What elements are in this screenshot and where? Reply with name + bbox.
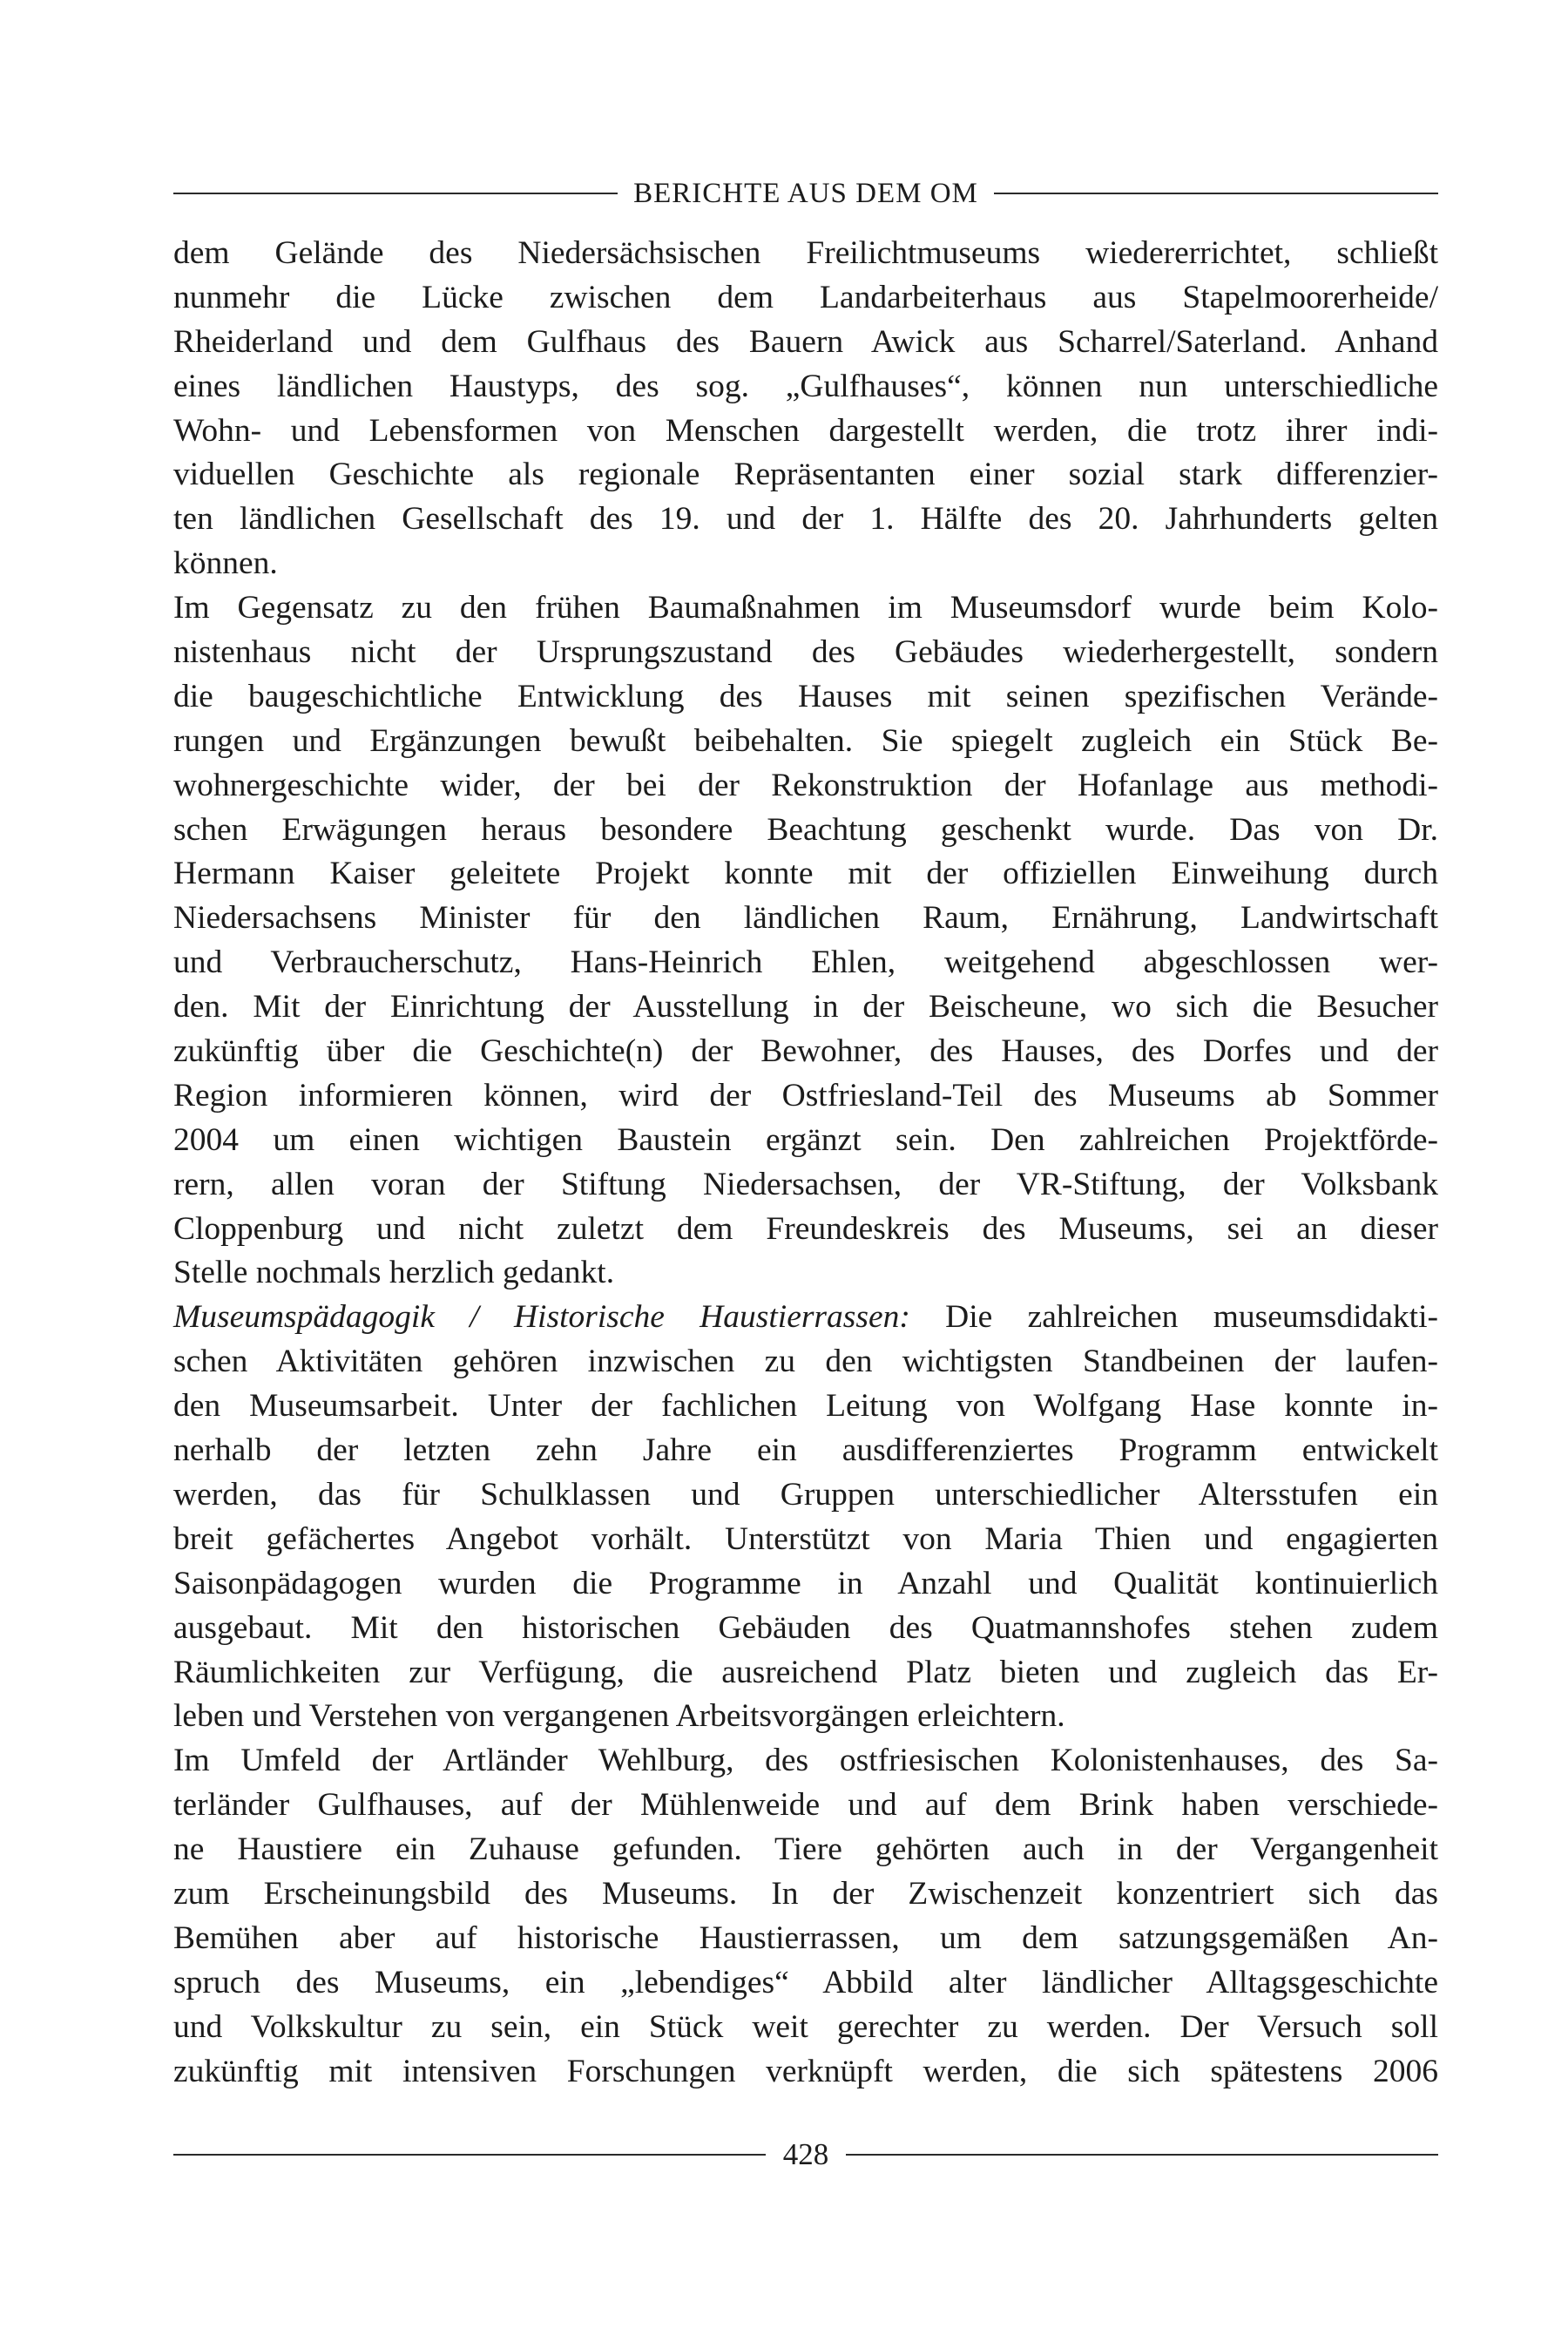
text-line: wohnergeschichte wider, der bei der Rekonstruktion der Hofanlage aus methodi-: [173, 767, 1438, 803]
text-line: eines ländlichen Haustyps, des sog. „Gulfhauses“, können nun unterschiedliche: [173, 368, 1438, 404]
text-line: den. Mit der Einrichtung der Ausstellung in der Beischeune, wo sich die Besucher: [173, 989, 1438, 1026]
section-first-line-text: Die zahlreichen museumsdidakti-: [909, 1299, 1439, 1336]
body-text: [173, 232, 1438, 2094]
text-line: Im Gegensatz zu den frühen Baumaßnahmen im Museumsdorf wurde beim Kolo-: [173, 590, 1438, 626]
text-line: ten ländlichen Gesellschaft des 19. und der 1. Hälfte des 20. Jahrhunderts gelten: [173, 501, 1438, 538]
text-line: zukünftig mit intensiven Forschungen verknüpft werden, die sich spätestens 2006: [173, 2053, 1438, 2089]
running-head-title: BERICHTE AUS DEM OM: [633, 177, 978, 209]
section-first-line: [173, 1296, 1438, 1340]
text-line: spruch des Museums, ein „lebendiges“ Abbild alter ländlicher Alltagsgeschichte: [173, 1964, 1438, 2000]
text-line: 2004 um einen wichtigen Baustein ergänzt sein. Den zahlreichen Projektförde-: [173, 1121, 1438, 1158]
text-line: zukünftig über die Geschichte(n) der Bewohner, des Hauses, des Dorfes und der: [173, 1033, 1438, 1070]
text-line: ausgebaut. Mit den historischen Gebäuden des Quatmannshofes stehen zudem: [173, 1609, 1438, 1646]
text-line: rern, allen voran der Stiftung Niedersachsen, der VR-Stiftung, der Volksbank: [173, 1166, 1438, 1202]
text-line: können.: [173, 545, 278, 582]
text-line: Bemühen aber auf historische Haustierrassen, um dem satzungsgemäßen An-: [173, 1919, 1438, 1956]
header-rule-right: [994, 193, 1438, 194]
text-line: rungen und Ergänzungen bewußt beibehalten. Sie spiegelt zugleich ein Stück Be-: [173, 722, 1438, 759]
text-line: dem Gelände des Niedersächsischen Freilichtmuseums wiedererrichtet, schließt: [173, 235, 1438, 271]
running-header: [173, 174, 1438, 213]
text-line: schen Erwägungen heraus besondere Beachtung geschenkt wurde. Das von Dr.: [173, 811, 1438, 848]
section-heading: Museumspädagogik / Historische Haustierrassen:: [173, 1299, 910, 1336]
text-line: nerhalb der letzten zehn Jahre ein ausdifferenziertes Programm entwickelt: [173, 1432, 1438, 1469]
text-line: die baugeschichtliche Entwicklung des Hauses mit seinen spezifischen Verände-: [173, 678, 1438, 714]
text-line: Im Umfeld der Artländer Wehlburg, des ostfriesischen Kolonistenhauses, des Sa-: [173, 1743, 1438, 1779]
text-line: und Verbraucherschutz, Hans-Heinrich Ehlen, weitgehend abgeschlossen wer-: [173, 944, 1438, 981]
text-line: Räumlichkeiten zur Verfügung, die ausreichend Platz bieten und zugleich das Er-: [173, 1654, 1438, 1690]
text-line: nunmehr die Lücke zwischen dem Landarbeiterhaus aus Stapelmoorerheide/: [173, 279, 1438, 315]
text-line: Wohn- und Lebensformen von Menschen dargestellt werden, die trotz ihrer indi-: [173, 412, 1438, 449]
text-line: Rheiderland und dem Gulfhaus des Bauern Awick aus Scharrel/Saterland. Anhand: [173, 323, 1438, 360]
text-line: terländer Gulfhauses, auf der Mühlenweide und auf dem Brink haben verschiede-: [173, 1787, 1438, 1824]
text-line: Cloppenburg und nicht zuletzt dem Freundeskreis des Museums, sei an dieser: [173, 1210, 1438, 1247]
text-line: Niedersachsens Minister für den ländlichen Raum, Ernährung, Landwirtschaft: [173, 900, 1438, 937]
page-number: 428: [782, 2137, 829, 2171]
text-line: und Volkskultur zu sein, ein Stück weit gerechter zu werden. Der Versuch soll: [173, 2008, 1438, 2045]
text-line: Stelle nochmals herzlich gedankt.: [173, 1255, 615, 1291]
text-line: viduellen Geschichte als regionale Repräsentanten einer sozial stark differenzier-: [173, 457, 1438, 493]
footer-rule-right: [846, 2154, 1438, 2156]
text-line: werden, das für Schulklassen und Gruppen unterschiedlicher Altersstufen ein: [173, 1476, 1438, 1513]
text-line: ne Haustiere ein Zuhause gefunden. Tiere gehörten auch in der Vergangenheit: [173, 1831, 1438, 1868]
text-line: den Museumsarbeit. Unter der fachlichen Leitung von Wolfgang Hase konnte in-: [173, 1388, 1438, 1425]
header-rule-left: [173, 193, 618, 194]
text-line: leben und Verstehen von vergangenen Arbeitsvorgängen erleichtern.: [173, 1698, 1065, 1735]
footer-rule-left: [173, 2154, 766, 2156]
text-line: Region informieren können, wird der Ostfriesland-Teil des Museums ab Sommer: [173, 1077, 1438, 1114]
text-line: Hermann Kaiser geleitete Projekt konnte mit der offiziellen Einweihung durch: [173, 856, 1438, 892]
text-line: breit gefächertes Angebot vorhält. Unterstützt von Maria Thien und engagierten: [173, 1520, 1438, 1557]
text-line: schen Aktivitäten gehören inzwischen zu den wichtigsten Standbeinen der laufen-: [173, 1344, 1438, 1380]
text-line: nistenhaus nicht der Ursprungszustand des Gebäudes wiederhergestellt, sondern: [173, 634, 1438, 671]
text-line: Saisonpädagogen wurden die Programme in Anzahl und Qualität kontinuierlich: [173, 1565, 1438, 1601]
page-footer: [173, 2135, 1438, 2175]
text-line: zum Erscheinungsbild des Museums. In der Zwischenzeit konzentriert sich das: [173, 1875, 1438, 1912]
